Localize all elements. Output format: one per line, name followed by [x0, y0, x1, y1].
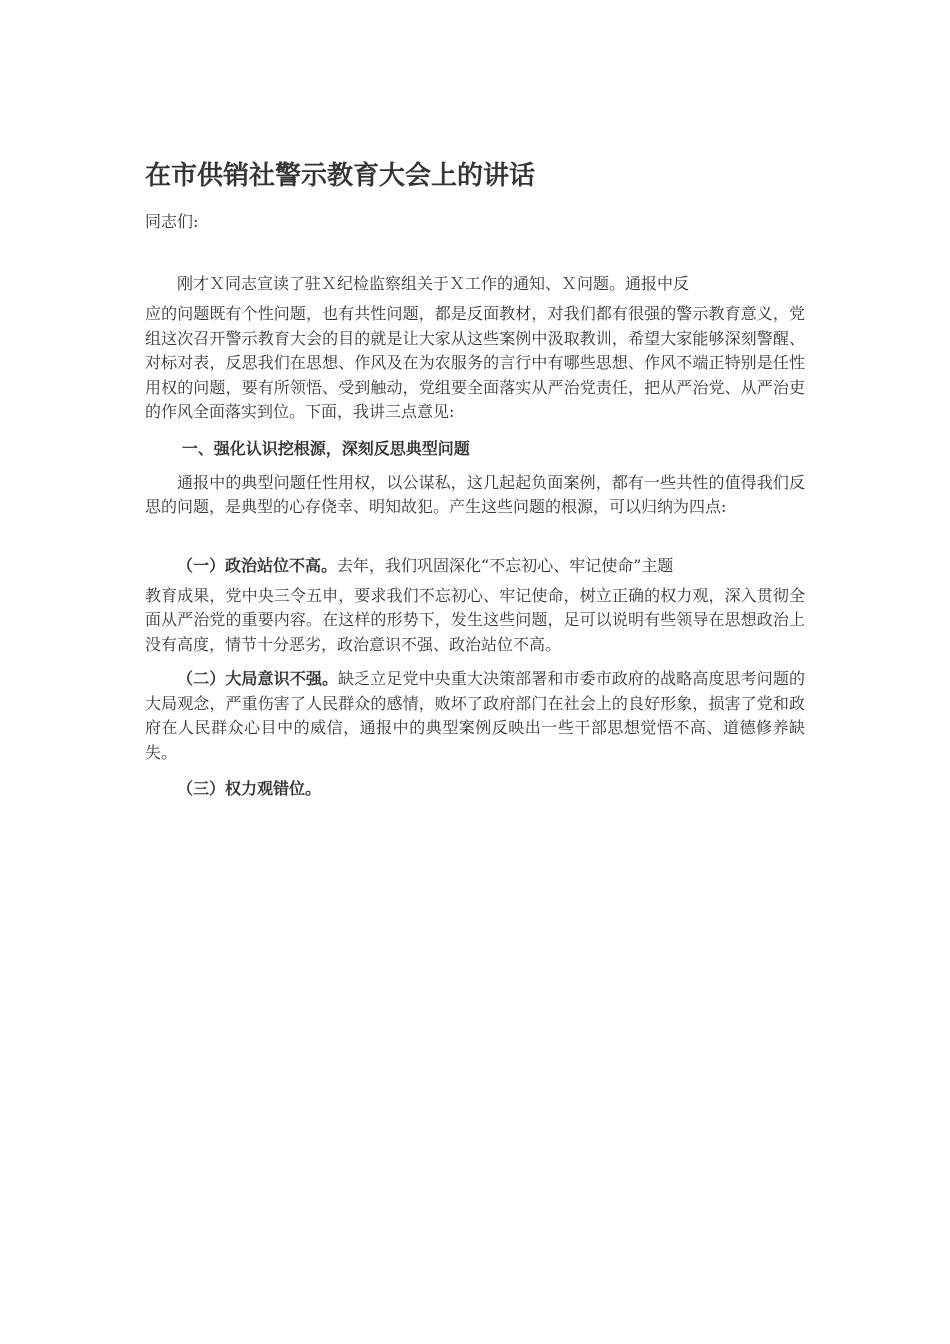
- sub-point-1-first-line: [145, 548, 805, 584]
- section-heading-1: 一、强化认识挖根源，深刻反思典型问题: [181, 438, 470, 458]
- sub-point-1-first-line-text: 去年，我们巩固深化“不忘初心、牢记使命”主题: [337, 555, 674, 575]
- document-title: 在市供销社警示教育大会上的讲话: [145, 161, 536, 191]
- intro-first-line: 刚才Ｘ同志宣读了驻Ｘ纪检监察组关于Ｘ工作的通知、Ｘ问题。通报中反: [177, 274, 690, 293]
- sub-point-3: [145, 777, 805, 802]
- intro-paragraph: [145, 266, 805, 425]
- section1-paragraph: 通报中的典型问题任性用权，以公谋私，这几起起负面案例，都有一些共性的值得我们反思的问题，是典型的心存侥幸、明知故犯。产生这些问题的根源，可以归纳为四点:: [145, 472, 805, 516]
- sub-point-1-text: 教育成果，党中央三令五申，要求我们不忘初心、牢记使命，树立正确的权力观，深入贯彻全面从严治党的重要内容。在这样的形势下，发生这些问题，足可以说明有些领导在思想政治上没有高度，情节十分恶劣，政治意识不强、政治站位不高。: [145, 585, 805, 654]
- salutation: 同志们:: [145, 212, 199, 231]
- sub-point-2: [145, 667, 805, 765]
- sub-point-1: [145, 548, 805, 658]
- document-page: [145, 150, 805, 802]
- sub-point-3-lead: （三）权力观错位。: [177, 779, 322, 798]
- sub-point-1-lead: （一）政治站位不高。: [177, 555, 338, 575]
- sub-point-2-lead: （二）大局意识不强。: [177, 669, 339, 688]
- intro-rest: 应的问题既有个性问题，也有共性问题，都是反面教材，对我们都有很强的警示教育意义，党组这次召开警示教育大会的目的就是让大家从这些案例中汲取教训，希望大家能够深刻警醒、对标对表，反思我们在思想、作风及在为农服务的言行中有哪些思想、作风不端正特别是任性用权的问题，要有所领悟、受到触动，党组要全面落实从严治党责任，把从严治党、从严治吏的作风全面落实到位。下面，我讲三点意见:: [145, 304, 805, 421]
- sub-point-2-text: 缺乏立足党中央重大决策部署和市委市政府的战略高度思考问题的大局观念，严重伤害了人民群众的感情，败坏了政府部门在社会上的良好形象，损害了党和政府在人民群众心目中的威信，通报中的典型案例反映出一些干部思想觉悟不高、道德修养缺失。: [145, 669, 805, 762]
